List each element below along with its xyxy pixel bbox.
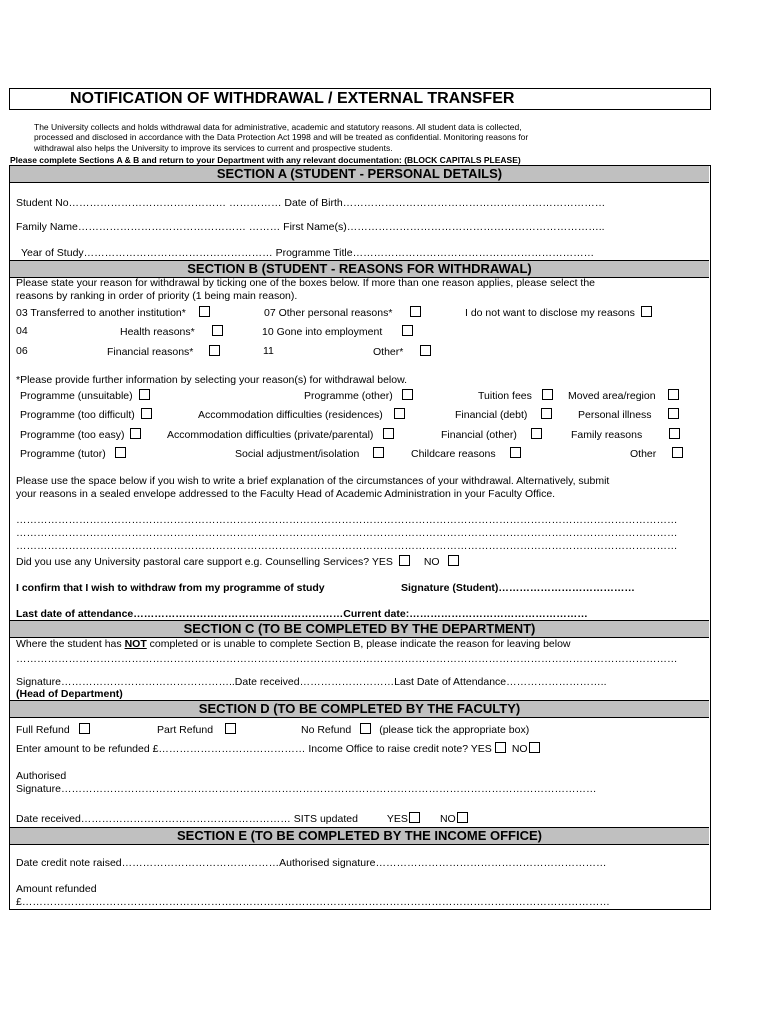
f-personal-checkbox[interactable] [668,408,679,419]
f-acc-priv-checkbox[interactable] [383,428,394,439]
f-social[interactable] [235,447,384,460]
department-signature-field[interactable]: Signature…………………………………………..Date received………………………Last Date of Attendance……………………….. [16,676,607,688]
intro-instruction: Please complete Sections A & B and return to your Department with any relevant documentation: (BLOCK CAPITALS PLEASE) [10,155,521,165]
explanation-line-3[interactable]: ……………………………………………………………………………………………………………………………………………………………………… [16,540,678,552]
f-fin-other-label: Financial (other) [441,429,517,441]
f-prog-difficult[interactable] [20,408,152,421]
section-b-instruction-2: reasons by ranking in order of priority (1 being main reason). [16,290,298,302]
date-received-label: Date received…………………………………………………… SITS updated [16,813,358,825]
reason-06-checkbox[interactable] [209,345,220,356]
reason-03[interactable] [16,306,210,319]
part-refund-checkbox[interactable] [225,723,236,734]
f-acc-res-label: Accommodation difficulties (residences) [198,409,383,421]
f-personal[interactable] [578,408,679,421]
f-other-label: Other [630,448,657,460]
reason-04[interactable] [120,325,223,338]
reason-04-label: Health reasons* [120,326,195,338]
reason-04-checkbox[interactable] [212,325,223,336]
authorised-signature-field[interactable]: Signature……………………………………………………………………………………………………………………………………… [16,783,597,795]
section-a-header: SECTION A (STUDENT - PERSONAL DETAILS) [10,165,709,183]
reason-06[interactable] [107,345,220,358]
f-tuition-checkbox[interactable] [542,389,553,400]
full-refund[interactable] [16,723,90,736]
credit-note-date-field[interactable]: Date credit note raised………………………………………Authorised signature………………………………………………………… [16,857,607,869]
f-prog-unsuitable-label: Programme (unsuitable) [20,390,133,402]
no-refund-checkbox[interactable] [360,723,371,734]
f-prog-tutor-label: Programme (tutor) [20,448,106,460]
f-prog-unsuitable[interactable] [20,389,150,402]
further-info-instruction: *Please provide further information by selecting your reason(s) for withdrawal below. [16,374,408,386]
f-tuition-label: Tuition fees [478,390,532,402]
amount-refunded-label: Amount refunded [16,883,97,895]
reason-07-checkbox[interactable] [410,306,421,317]
f-prog-other[interactable] [304,389,413,402]
f-moved[interactable] [568,389,679,402]
intro-line-1: The University collects and holds withdrawal data for administrative, academic and statutory reasons. All student data is collected, [34,122,522,132]
f-other-checkbox[interactable] [672,447,683,458]
reason-11-code: 11 [263,345,274,357]
explain-line-1: Please use the space below if you wish to write a brief explanation of the circumstances of your withdrawal. Alternatively, submit [16,475,610,487]
f-childcare-label: Childcare reasons [411,448,496,460]
f-family[interactable] [571,428,680,441]
intro-line-3: withdrawal also helps the University to improve its services to current and prospective students. [34,143,393,153]
f-fin-other[interactable] [441,428,542,441]
student-signature-field[interactable]: Signature (Student)………………………………… [401,582,635,594]
authorised-label: Authorised [16,770,67,782]
f-prog-easy-label: Programme (too easy) [20,429,125,441]
tick-note: (please tick the appropriate box) [379,724,530,736]
explanation-line-1[interactable]: ……………………………………………………………………………………………………………………………………………………………………… [16,514,678,526]
f-childcare-checkbox[interactable] [510,447,521,458]
section-c-instruction [16,638,571,650]
reason-03-checkbox[interactable] [199,306,210,317]
sits-no-label: NO [439,813,456,825]
f-fin-other-checkbox[interactable] [531,428,542,439]
pastoral-no-checkbox[interactable] [448,555,459,566]
f-fin-debt[interactable] [455,408,552,421]
credit-note-no-checkbox[interactable] [529,742,540,753]
amount-refunded-field[interactable]: £…………………………………………………………………………………………………………………………………………………… [16,896,610,908]
reason-07-label: 07 Other personal reasons* [264,307,393,319]
reason-11-checkbox[interactable] [420,345,431,356]
f-prog-difficult-checkbox[interactable] [141,408,152,419]
reason-11[interactable] [373,345,431,358]
last-date-attendance-field[interactable]: Last date of attendance……………………………………………………Current date:…………………………………………… [16,608,588,620]
page-title: NOTIFICATION OF WITHDRAWAL / EXTERNAL TRANSFER [70,90,515,107]
f-childcare[interactable] [411,447,521,460]
sits-yes-checkbox[interactable] [409,812,420,823]
reason-03-label: 03 Transferred to another institution* [16,307,186,319]
section-c-header: SECTION C (TO BE COMPLETED BY THE DEPARTMENT) [10,620,709,638]
f-moved-checkbox[interactable] [668,389,679,400]
part-refund[interactable] [157,723,236,736]
reason-no-disclose-label: I do not want to disclose my reasons [465,307,635,319]
explanation-line-2[interactable]: ……………………………………………………………………………………………………………………………………………………………………… [16,527,678,539]
section-e-header: SECTION E (TO BE COMPLETED BY THE INCOME OFFICE) [10,827,709,845]
f-family-checkbox[interactable] [669,428,680,439]
pastoral-question[interactable] [16,555,459,568]
credit-note-yes-checkbox[interactable] [495,742,506,753]
credit-note-no-label: NO [511,743,528,755]
pastoral-no-label: NO [423,556,440,568]
f-personal-label: Personal illness [578,409,652,421]
f-fin-debt-checkbox[interactable] [541,408,552,419]
f-family-label: Family reasons [571,429,643,441]
reason-no-disclose-checkbox[interactable] [641,306,652,317]
sits-yes-label: YES [386,813,408,825]
f-moved-label: Moved area/region [568,390,656,402]
f-prog-other-label: Programme (other) [304,390,393,402]
f-prog-difficult-label: Programme (too difficult) [20,409,135,421]
f-acc-priv-label: Accommodation difficulties (private/parental) [167,429,374,441]
refund-amount-label: Enter amount to be refunded £…………………………………… Income Office to raise credit note? YES [16,743,492,755]
section-b-instruction-1: Please state your reason for withdrawal by ticking one of the boxes below. If more than one reason applies, please select the [16,277,596,289]
confirm-statement: I confirm that I wish to withdraw from my programme of study [16,582,325,594]
reason-06-label: Financial reasons* [107,346,194,358]
where-post: completed or is unable to complete Section B, please indicate the reason for leaving below [146,638,571,650]
f-fin-debt-label: Financial (debt) [455,409,528,421]
no-refund-label: No Refund [301,724,352,736]
date-received-field[interactable] [16,812,468,825]
f-other[interactable] [630,447,683,460]
reason-10[interactable] [262,325,413,338]
where-pre: Where the student has [16,638,125,650]
section-b-header: SECTION B (STUDENT - REASONS FOR WITHDRAWAL) [10,260,709,278]
f-prog-unsuitable-checkbox[interactable] [139,389,150,400]
f-prog-easy-checkbox[interactable] [130,428,141,439]
reason-06-code: 06 [16,345,28,357]
head-of-department-label: (Head of Department) [16,688,123,700]
refund-amount-field[interactable] [16,742,540,755]
no-refund[interactable] [301,723,529,736]
f-social-checkbox[interactable] [373,447,384,458]
part-refund-label: Part Refund [157,724,214,736]
where-not: NOT [124,638,147,650]
reason-10-checkbox[interactable] [402,325,413,336]
department-reason-line[interactable]: ……………………………………………………………………………………………………………………………………………………………………… [16,653,678,665]
section-d-header: SECTION D (TO BE COMPLETED BY THE FACULTY) [10,700,709,718]
f-acc-priv[interactable] [167,428,394,441]
f-acc-res[interactable] [198,408,405,421]
explain-line-2: your reasons in a sealed envelope addressed to the Faculty Head of Academic Administration in your Faculty Office. [16,488,556,500]
full-refund-checkbox[interactable] [79,723,90,734]
f-prog-other-checkbox[interactable] [402,389,413,400]
full-refund-label: Full Refund [16,724,70,736]
family-name-field[interactable]: Family Name………………………………………… ……… First Name(s)……………………………………………………………….. [16,221,605,233]
student-no-field[interactable]: Student No……………………………………… …………… Date of Birth………………………………………………………………… [16,197,606,209]
f-prog-tutor-checkbox[interactable] [115,447,126,458]
f-acc-res-checkbox[interactable] [394,408,405,419]
intro-line-2: processed and disclosed in accordance with the Data Protection Act 1998 and will be treated as confidential. Monitoring reasons for [34,132,529,142]
f-prog-easy[interactable] [20,428,141,441]
reason-11-label: Other* [373,346,404,358]
reason-10-label: 10 Gone into employment [262,326,383,338]
pastoral-label: Did you use any University pastoral care support e.g. Counselling Services? YES [16,556,393,568]
reason-04-code: 04 [16,325,28,337]
f-prog-tutor[interactable] [20,447,126,460]
year-of-study-field[interactable]: Year of Study……………………………………………… Programme Title…………………………………………………………… [21,247,595,259]
sits-no-checkbox[interactable] [457,812,468,823]
reason-no-disclose[interactable] [465,306,652,319]
f-tuition[interactable] [478,389,553,402]
pastoral-yes-checkbox[interactable] [399,555,410,566]
reason-07[interactable] [264,306,421,319]
f-social-label: Social adjustment/isolation [235,448,360,460]
